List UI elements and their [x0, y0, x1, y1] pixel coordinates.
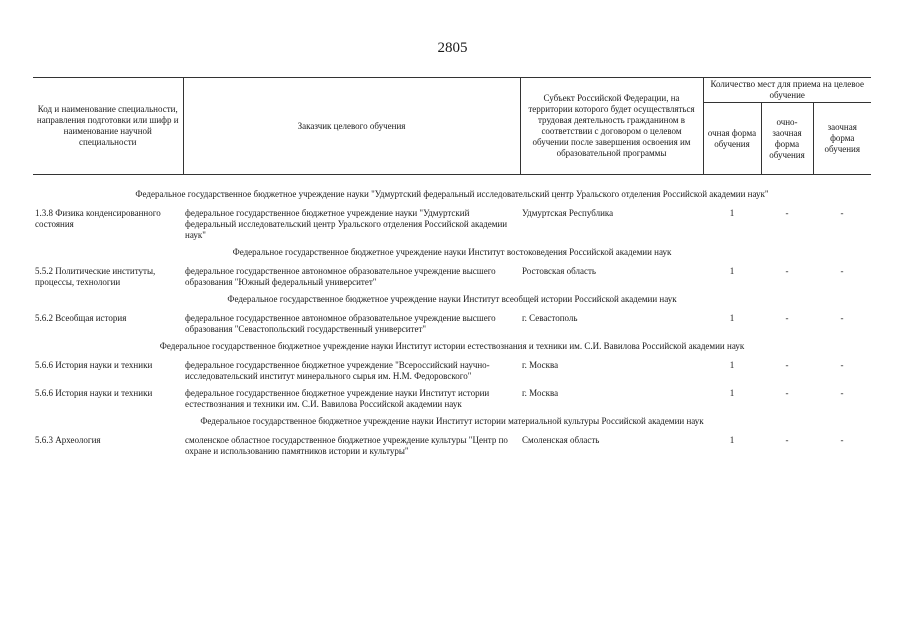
part-time-cell: -	[785, 313, 789, 323]
table-row	[33, 266, 871, 292]
correspondence-cell: -	[840, 208, 844, 218]
specialty-cell: 5.6.6 История науки и техники	[35, 360, 153, 370]
region-cell: Удмуртская Республика	[522, 208, 614, 218]
section-title: Федеральное государственное бюджетное учреждение науки "Удмуртский федеральный исследовательский центр Уральского отделения Российской академии наук"	[135, 189, 769, 199]
full-time-cell: 1	[729, 388, 735, 398]
region-cell: Ростовская область	[522, 266, 596, 276]
header-code: Код и наименование специальности, направления подготовки или шифр и наименование научной специальности	[33, 78, 183, 175]
section-title: Федеральное государственное бюджетное учреждение науки Институт востоковедения Российской академии наук	[232, 247, 672, 257]
customer-cell: федеральное государственное автономное образовательное учреждение высшего образования "Севастопольский государственный университет"	[185, 313, 496, 334]
targeted-admission-table	[33, 77, 871, 461]
table-row	[33, 208, 871, 245]
specialty-cell: 1.3.8 Физика конденсированного состояния	[35, 208, 161, 229]
full-time-cell: 1	[729, 313, 735, 323]
full-time-cell: 1	[729, 208, 735, 218]
table-row	[33, 360, 871, 386]
correspondence-cell: -	[840, 388, 844, 398]
region-cell: г. Севастополь	[522, 313, 578, 323]
full-time-cell: 1	[729, 360, 735, 370]
specialty-cell: 5.6.6 История науки и техники	[35, 388, 153, 398]
part-time-cell: -	[785, 388, 789, 398]
customer-cell: федеральное государственное бюджетное учреждение науки Институт истории естествознания и техники им. С.И. Вавилова Российской академии наук	[185, 388, 490, 409]
region-cell: г. Москва	[522, 360, 559, 370]
header-part-time: очно-заочная форма обучения	[761, 103, 813, 175]
customer-cell: федеральное государственное бюджетное учреждение науки "Удмуртский федеральный исследовательский центр Уральского отделения Российской академии наук"	[185, 208, 508, 240]
full-time-cell: 1	[729, 435, 735, 445]
section-title: Федеральное государственное бюджетное учреждение науки Институт истории естествознания и техники им. С.И. Вавилова Российской академии наук	[159, 341, 745, 351]
table-row	[33, 386, 871, 414]
part-time-cell: -	[785, 208, 789, 218]
table-row	[33, 313, 871, 339]
correspondence-cell: -	[840, 360, 844, 370]
specialty-cell: 5.6.2 Всеобщая история	[35, 313, 127, 323]
table-header	[33, 78, 871, 175]
table-row	[33, 435, 871, 461]
part-time-cell: -	[785, 435, 789, 445]
part-time-cell: -	[785, 266, 789, 276]
customer-cell: федеральное государственное бюджетное учреждение "Всероссийский научно-исследовательский институт минерального сырья им. Н.М. Федоровского"	[185, 360, 490, 381]
section-row	[33, 245, 871, 266]
table-body	[33, 175, 871, 462]
section-row	[33, 414, 871, 435]
customer-cell: смоленское областное государственное бюджетное учреждение культуры "Центр по охране и использованию памятников истории и культуры"	[185, 435, 508, 456]
full-time-cell: 1	[729, 266, 735, 276]
region-cell: г. Москва	[522, 388, 559, 398]
part-time-cell: -	[785, 360, 789, 370]
section-title: Федеральное государственное бюджетное учреждение науки Институт всеобщей истории Российской академии наук	[227, 294, 677, 304]
header-customer: Заказчик целевого обучения	[183, 78, 520, 175]
section-row	[33, 339, 871, 360]
specialty-cell: 5.6.3 Археология	[35, 435, 101, 445]
header-full-time: очная форма обучения	[703, 103, 761, 175]
section-title: Федеральное государственное бюджетное учреждение науки Институт истории материальной культуры Российской академии наук	[200, 416, 704, 426]
page-number: 2805	[437, 40, 468, 56]
specialty-cell: 5.5.2 Политические институты, процессы, технологии	[35, 266, 156, 287]
customer-cell: федеральное государственное автономное образовательное учреждение высшего образования "Южный федеральный университет"	[185, 266, 496, 287]
header-places: Количество мест для приема на целевое обучение	[703, 78, 871, 103]
correspondence-cell: -	[840, 266, 844, 276]
section-row	[33, 292, 871, 313]
header-correspondence: заочная форма обучения	[813, 103, 871, 175]
correspondence-cell: -	[840, 435, 844, 445]
correspondence-cell: -	[840, 313, 844, 323]
header-region: Субъект Российской Федерации, на территории которого будет осуществляться трудовая деятельность гражданином в соответствии с договором о целевом обучении после завершения освоения им образовательной программы	[520, 78, 703, 175]
section-row	[33, 175, 871, 209]
region-cell: Смоленская область	[522, 435, 600, 445]
